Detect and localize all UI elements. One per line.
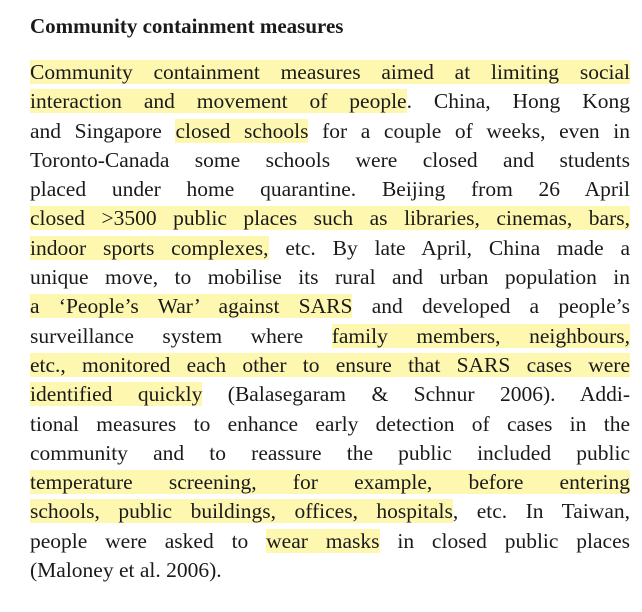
plain-text: and Singapore — [30, 118, 176, 143]
plain-text: unique move, to mobilise its rural and urban population in — [30, 265, 630, 290]
plain-text: etc. By late April, China made a — [268, 235, 630, 260]
plain-text: in closed public places — [379, 528, 630, 553]
highlighted-text: indoor sports complexes, — [30, 235, 269, 260]
text-line — [30, 322, 630, 351]
text-line — [30, 204, 630, 233]
text-line — [30, 175, 630, 204]
plain-text: for a couple of weeks, even in — [308, 118, 630, 143]
text-line — [30, 146, 630, 175]
text-line — [30, 263, 630, 292]
plain-text: placed under home quarantine. Beijing from 26 April — [30, 177, 630, 202]
text-line — [30, 556, 630, 585]
text-line — [30, 351, 630, 380]
plain-text: Toronto-Canada some schools were closed and students — [30, 147, 630, 172]
text-line — [30, 410, 630, 439]
text-line — [30, 527, 630, 556]
plain-text: tional measures to enhance early detection of cases in the — [30, 411, 630, 436]
plain-text: community and to reassure the public included public — [30, 440, 630, 465]
plain-text: surveillance system where — [30, 323, 332, 348]
text-line — [30, 497, 630, 526]
highlighted-text: etc., monitored each other to ensure that SARS cases were — [30, 352, 630, 377]
highlighted-text: identified quickly — [30, 382, 203, 407]
highlighted-text: family members, neighbours, — [331, 323, 630, 348]
text-line — [30, 58, 630, 87]
body-paragraph — [30, 58, 630, 585]
text-line — [30, 117, 630, 146]
plain-text: (Maloney et al. 2006). — [30, 558, 222, 583]
plain-text: people were asked to — [30, 528, 267, 553]
text-line — [30, 87, 630, 116]
highlighted-text: closed >3500 public places such as libraries, cinemas, bars, — [30, 206, 630, 231]
plain-text: and developed a people’s — [352, 294, 630, 319]
text-line — [30, 380, 630, 409]
highlighted-text: closed schools — [175, 118, 309, 143]
plain-text: (Balasegaram & Schnur 2006). Addi- — [202, 382, 630, 407]
text-line — [30, 292, 630, 321]
highlighted-text: schools, public buildings, offices, hospitals — [30, 499, 453, 524]
text-line — [30, 234, 630, 263]
highlighted-text: temperature screening, for example, before entering — [30, 470, 630, 495]
highlighted-text: Community containment measures aimed at limiting social — [30, 60, 630, 84]
highlighted-text: interaction and movement of people — [30, 89, 407, 114]
plain-text: . China, Hong Kong — [406, 89, 630, 114]
section-heading: Community containment measures — [30, 14, 344, 38]
highlighted-text: a ‘People’s War’ against SARS — [30, 294, 353, 319]
text-line — [30, 468, 630, 497]
highlighted-text: wear masks — [266, 528, 380, 553]
plain-text: , etc. In Taiwan, — [452, 499, 630, 524]
text-line — [30, 439, 630, 468]
